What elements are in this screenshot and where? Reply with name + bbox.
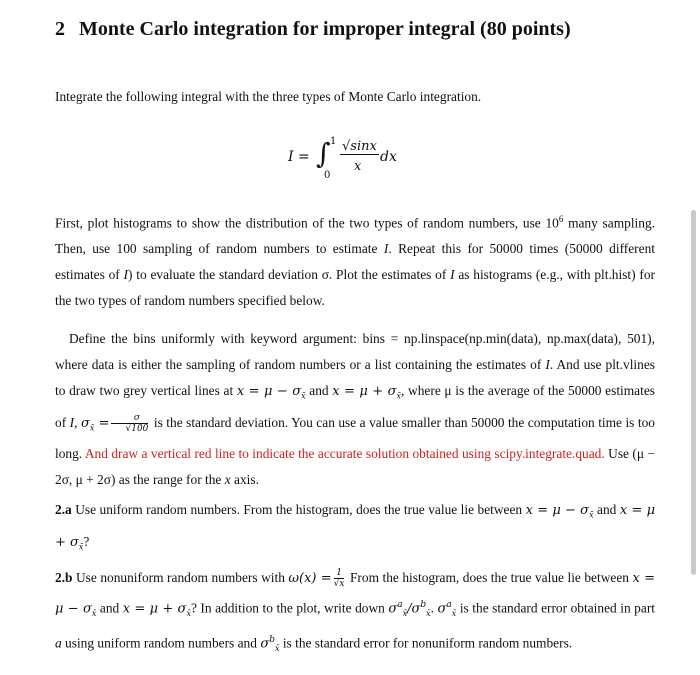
superscript: a: [397, 600, 403, 610]
upper-limit: 1: [330, 136, 337, 147]
text: using uniform random numbers and: [61, 635, 261, 651]
section-number: 2: [55, 18, 65, 40]
formula-lhs: I =: [288, 149, 310, 165]
lower-limit: 0: [324, 170, 331, 181]
math-weight: ω(x) =: [288, 571, 332, 586]
math-sigma: σ: [80, 415, 90, 431]
text: is the standard error for nonuniform random numbers.: [279, 635, 573, 651]
math-sigma: σ: [437, 601, 447, 617]
part-b-label: 2.b: [55, 570, 73, 585]
section-title: Monte Carlo integration for improper integral (80 points): [79, 18, 571, 40]
subscript: x̄: [186, 609, 191, 619]
subscript: x̄: [301, 391, 306, 401]
subscript: x̄: [274, 644, 280, 654]
formula-denominator: x: [354, 159, 362, 174]
subscript: x̄: [396, 391, 402, 401]
math-sigma: σ: [260, 636, 270, 652]
var-I: I: [383, 241, 389, 257]
fraction-denominator: √x: [333, 579, 345, 590]
text: axis.: [230, 472, 259, 488]
text: and: [593, 502, 620, 517]
text: ?: [83, 533, 90, 549]
math-upper-bound: x = μ + σ: [332, 384, 397, 399]
text: and: [96, 600, 123, 616]
superscript: b: [269, 635, 275, 646]
math-lower-bound: x = μ − σ: [525, 503, 590, 518]
fraction-denominator: √100: [125, 424, 149, 435]
formula-dx: dx: [380, 149, 397, 165]
integral-formula: [288, 137, 448, 185]
text: Define the bins uniformly with keyword argument: bins = np.linspace(np.min(data), np.max(data), 501), where data is either the sampling of random numbers or a list containing the estimates of: [55, 331, 655, 372]
exponent: 6: [558, 214, 564, 224]
superscript: a: [446, 600, 452, 610]
superscript: b: [420, 600, 427, 610]
text: ,: [74, 414, 81, 430]
part-a-paragraph: [55, 497, 655, 560]
math-lower-bound: x = μ − σ: [55, 571, 655, 617]
math-sigma: σ: [388, 601, 398, 617]
subscript: x̄: [589, 510, 594, 520]
subscript: x̄: [89, 423, 95, 433]
integral-sign-icon: ∫: [316, 137, 331, 170]
text: Use nonuniform random numbers with: [72, 570, 289, 585]
text: .: [430, 600, 438, 616]
math-sigma: /σ: [407, 601, 421, 617]
weight-fraction: [334, 568, 345, 589]
bins-paragraph: [55, 326, 655, 493]
text: From the histogram, does the true value lie between: [346, 570, 633, 585]
text: and: [305, 383, 333, 398]
subscript: x̄: [451, 609, 457, 619]
red-instruction: And draw a vertical red line to indicate the accurate solution obtained using scipy.integrate.quad.: [84, 446, 605, 462]
var-I: I: [545, 357, 550, 372]
text: Use (μ − 2σ, μ + 2σ) as the range for the: [55, 446, 656, 488]
text: is the standard deviation. You can use a value smaller than 50000 the computation time is too long.: [55, 414, 655, 462]
text: as histograms (e.g., with plt.hist) for the two types of random numbers specified below.: [55, 267, 655, 309]
var-a: a: [55, 635, 62, 651]
fraction-numerator: 1: [334, 568, 345, 579]
subscript: x̄: [402, 609, 408, 619]
vertical-scrollbar[interactable]: [691, 210, 696, 575]
subscript: x̄: [78, 542, 84, 552]
text: is the standard error obtained in part: [456, 600, 655, 616]
subscript: x̄: [426, 609, 431, 619]
text: ) to evaluate the standard deviation σ. Plot the estimates of: [128, 267, 451, 283]
math-upper-bound: x = μ + σ: [122, 601, 187, 617]
text: Use uniform random numbers. From the histogram, does the true value lie between: [71, 502, 526, 517]
sigma-fraction: [111, 413, 148, 434]
text: , where μ is the average of the 50000 estimates of: [55, 383, 655, 430]
var-I: I: [450, 267, 455, 283]
math-upper-bound: x = μ + σ: [55, 503, 656, 550]
text: . Repeat this for 50000 times (50000 different estimates of: [55, 241, 656, 283]
text: . And use plt.vlines to draw two grey vertical lines at: [55, 357, 655, 398]
instructions-paragraph: [55, 206, 655, 314]
text: First, plot histograms to show the distribution of the two types of random numbers, use 10: [55, 215, 559, 231]
text: many sampling. Then, use 100 sampling of random numbers to estimate: [55, 215, 655, 257]
part-b-paragraph: [55, 565, 655, 662]
section-heading: [55, 18, 571, 41]
formula-numerator: √sinx: [342, 139, 377, 154]
subscript: x̄: [91, 609, 97, 619]
var-I: I: [69, 414, 75, 430]
var-I: I: [123, 267, 129, 283]
var-x: x: [224, 472, 231, 488]
math-lower-bound: x = μ − σ: [236, 384, 302, 399]
fraction-numerator: σ: [111, 413, 148, 424]
part-a-label: 2.a: [55, 502, 72, 517]
intro-paragraph: Integrate the following integral with the three types of Monte Carlo integration.: [55, 89, 482, 104]
text: ? In addition to the plot, write down: [190, 600, 389, 616]
math-equals: =: [94, 415, 110, 431]
